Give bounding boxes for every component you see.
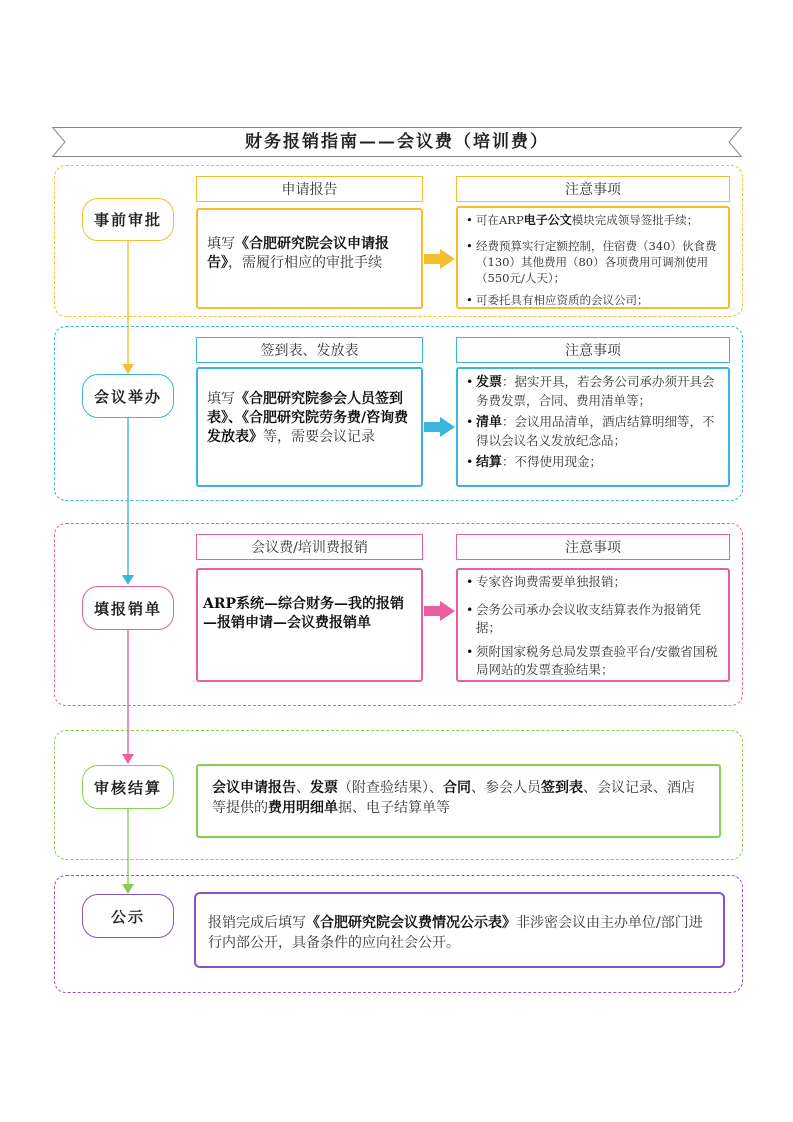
content-to-notes-arrow-1 xyxy=(424,249,455,269)
flow-connector-1 xyxy=(122,241,134,374)
notes-header-1: 注意事项 xyxy=(456,176,730,202)
signin-sheet-content: 填写《合肥研究院参会人员签到表》、《合肥研究院劳务费/咨询费发放表》等，需要会议记录 xyxy=(196,367,423,487)
application-report-content: 填写《合肥研究院会议申请报告》，需履行相应的审批手续 xyxy=(196,208,423,309)
flow-connector-2 xyxy=(122,418,134,585)
note-item: • 会务公司承办会议收支结算表作为报销凭据； xyxy=(476,601,722,637)
note-item: • 清单：会议用品清单，酒店结算明细等，不得以会议名义发放纪念品； xyxy=(476,413,722,450)
notes-header-2: 注意事项 xyxy=(456,337,730,363)
note-item: • 经费预算实行定额控制，住宿费（340）伙食费（130）其他费用（80）各项费用可调剂使用（550元/人天）； xyxy=(476,238,722,286)
notes-box-1 xyxy=(456,206,730,309)
arp-path-content: ARP系统—综合财务—我的报销—报销申请—会议费报销单 xyxy=(196,568,423,682)
note-item: • 可在ARP电子公文模块完成领导签批手续； xyxy=(476,212,722,228)
notes-header-3: 注意事项 xyxy=(456,534,730,560)
content-to-notes-arrow-3 xyxy=(424,601,455,621)
application-report-header: 申请报告 xyxy=(196,176,423,202)
stage-audit-settle: 审核结算 xyxy=(82,765,174,809)
stage-pre-approval: 事前审批 xyxy=(82,198,174,241)
stage-fill-form: 填报销单 xyxy=(82,586,174,630)
notes-box-3 xyxy=(456,568,730,682)
stage-publicity: 公示 xyxy=(82,894,174,938)
note-item: • 可委托具有相应资质的会议公司； xyxy=(476,292,722,308)
stage-meeting-held: 会议举办 xyxy=(82,374,174,418)
note-item: • 须附国家税务总局发票查验平台/安徽省国税局网站的发票查验结果； xyxy=(476,643,722,679)
flow-connector-4 xyxy=(122,809,134,894)
signin-sheet-header: 签到表、发放表 xyxy=(196,337,423,363)
content-to-notes-arrow-2 xyxy=(424,417,455,437)
audit-documents-content: 会议申请报告、发票（附查验结果）、合同、参会人员签到表、会议记录、酒店等提供的费用明细单据、电子结算单等 xyxy=(196,764,721,838)
note-item: • 结算：不得使用现金； xyxy=(476,453,722,472)
flow-connector-3 xyxy=(122,630,134,764)
note-item: • 专家咨询费需要单独报销； xyxy=(476,573,722,591)
notes-box-2 xyxy=(456,367,730,487)
publicity-content: 报销完成后填写《合肥研究院会议费情况公示表》非涉密会议由主办单位/部门进行内部公开，具备条件的应向社会公开。 xyxy=(194,892,725,968)
meeting-fee-reimbursement-header: 会议费/培训费报销 xyxy=(196,534,423,560)
page-title: 财务报销指南——会议费（培训费） xyxy=(245,132,549,152)
note-item: • 发票：据实开具，若会务公司承办须开具会务费发票，合同、费用清单等； xyxy=(476,373,722,410)
